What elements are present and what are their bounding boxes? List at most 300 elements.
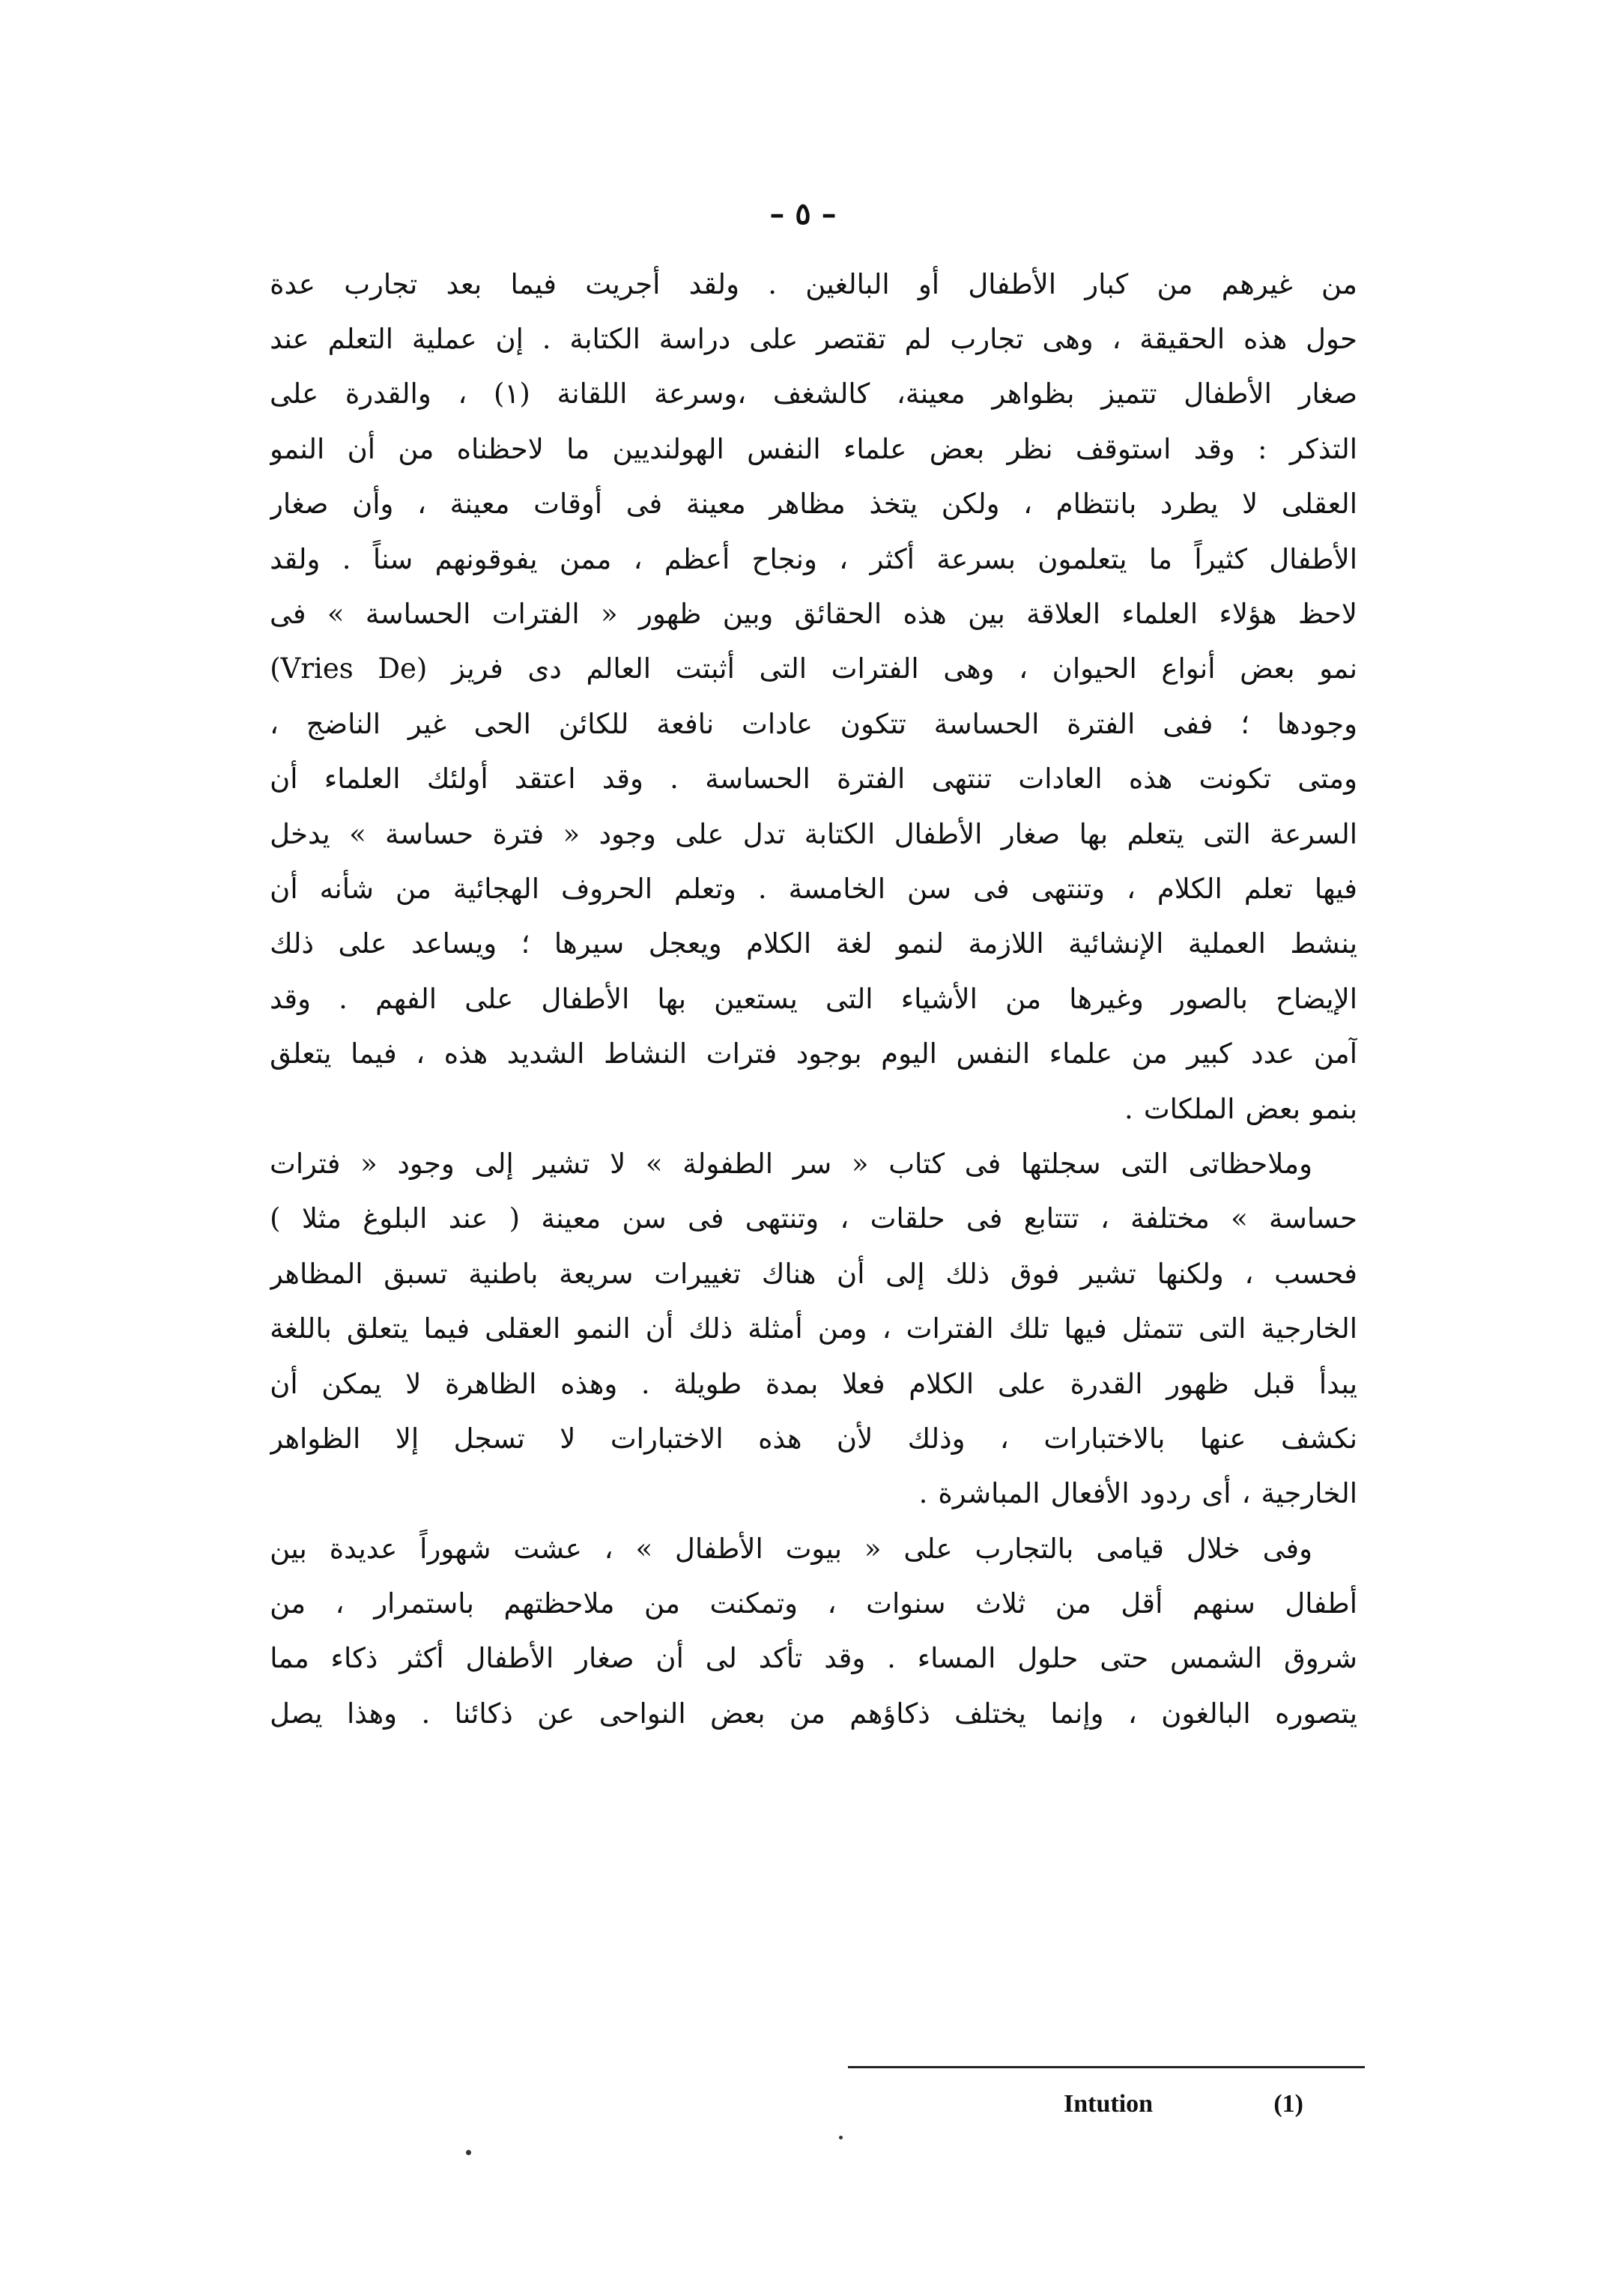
word: وملاحظاتى <box>1188 1147 1312 1180</box>
word: ، <box>417 488 427 521</box>
word: تنتهى <box>931 763 993 796</box>
word: العقلى <box>485 1312 561 1345</box>
word: مثلا <box>301 1202 342 1235</box>
text-line <box>270 752 1357 807</box>
word: أن <box>347 432 376 465</box>
word: حول <box>1306 323 1357 356</box>
footnote <box>1064 2090 1303 2118</box>
word: ومتى <box>1297 763 1357 796</box>
text-line <box>270 312 1357 366</box>
word: ينشط <box>1290 927 1357 960</box>
word: من <box>1055 1587 1091 1620</box>
word: سجلتها <box>1021 1147 1101 1180</box>
word: الفترات <box>906 1312 994 1345</box>
word: ولقد <box>688 267 739 300</box>
word: اعتقد <box>514 763 576 796</box>
word: هذه <box>1243 323 1288 356</box>
word: ذلك <box>688 1312 733 1345</box>
word: الناضج <box>306 707 381 740</box>
word: حلقات <box>870 1202 945 1235</box>
word: العلماء <box>324 763 401 796</box>
word: على <box>675 817 724 850</box>
word: المظاهر <box>270 1257 363 1290</box>
word: الشديد <box>506 1038 585 1070</box>
word: وذلك <box>907 1422 966 1455</box>
word: اللازمة <box>968 927 1044 960</box>
word: عند <box>448 1202 488 1235</box>
word: إلى <box>474 1147 514 1180</box>
word: وفى <box>1262 1532 1312 1565</box>
scan-speck <box>839 2136 843 2139</box>
word: سن <box>906 872 952 905</box>
word: يتعلق <box>346 1312 409 1345</box>
word: بعض <box>1245 1092 1301 1125</box>
word: على <box>464 982 514 1015</box>
word: صغار <box>1001 817 1061 850</box>
word: كبير <box>1187 1038 1232 1070</box>
word: نمو <box>1319 652 1357 685</box>
word: مظاهر <box>769 488 846 521</box>
word: من <box>270 1587 306 1620</box>
word: طويلة <box>673 1367 742 1400</box>
word: لغة <box>835 927 873 960</box>
word: تأكد <box>758 1642 803 1675</box>
word: يستعين <box>714 982 798 1015</box>
word: هؤلاء <box>1219 598 1277 631</box>
word: الكلام <box>746 927 812 960</box>
word: ردود <box>1139 1477 1192 1510</box>
word: الخارجية <box>1261 1477 1357 1510</box>
word: أثبتت <box>675 652 735 685</box>
word: سنهم <box>1192 1587 1255 1620</box>
word: الأفعال <box>1050 1477 1130 1510</box>
word: الأطفال <box>968 267 1057 300</box>
word: الفترة <box>1067 707 1136 740</box>
word: الحيوان <box>1052 652 1137 685</box>
word: الأطفال <box>1184 378 1272 411</box>
word: ثلاث <box>975 1587 1026 1620</box>
word: بعض <box>929 432 985 465</box>
word: سر <box>793 1147 832 1180</box>
text-line <box>270 1632 1357 1686</box>
word: العالم <box>586 652 652 685</box>
word: بالصور <box>1171 982 1248 1015</box>
word: شأنه <box>319 872 374 905</box>
word: العلماء <box>1121 598 1199 631</box>
word: لا <box>405 1367 422 1400</box>
word: أوقات <box>533 488 603 521</box>
word: وتعلم <box>674 872 736 905</box>
word: كتاب <box>888 1147 945 1180</box>
word: من <box>395 872 431 905</box>
word: ، <box>839 542 849 575</box>
word: ، <box>840 1202 849 1235</box>
word: تقتصر <box>816 323 886 356</box>
word: فى <box>964 1147 1002 1180</box>
word: الحساسة <box>933 707 1040 740</box>
word: » <box>1231 1202 1248 1235</box>
text-line <box>270 532 1357 587</box>
word: . <box>670 763 679 796</box>
word: أو <box>918 267 940 300</box>
word: Vries) <box>270 652 354 685</box>
word: صغار <box>270 488 329 521</box>
word: علماء <box>1049 1038 1113 1070</box>
word: نظر <box>1007 432 1053 465</box>
word: ، <box>1244 1257 1254 1290</box>
word: ذكاء <box>330 1642 378 1675</box>
word: فوق <box>1010 1257 1060 1290</box>
word: بعض <box>710 1697 766 1730</box>
word: النشاط <box>603 1038 688 1070</box>
word: عند <box>270 323 309 356</box>
word: عنها <box>1199 1422 1246 1455</box>
word: عدة <box>270 267 315 300</box>
word: هذه <box>903 598 947 631</box>
word: سريعة <box>559 1257 634 1290</box>
word: فريز <box>451 652 503 685</box>
word: بالتجارب <box>975 1532 1074 1565</box>
word: ، <box>1126 872 1136 905</box>
word: والقدرة <box>345 378 431 411</box>
word: الهولنديين <box>612 432 724 465</box>
word: عديدة <box>329 1532 398 1565</box>
word: وهى <box>1042 323 1094 356</box>
word: الهجائية <box>452 872 539 905</box>
word: ذلك <box>945 1257 990 1290</box>
word: التعلم <box>327 323 394 356</box>
word: أن <box>270 763 298 796</box>
word: يطرد <box>1160 488 1219 521</box>
word: أن <box>655 1642 684 1675</box>
word: الحقائق <box>794 598 882 631</box>
word: النفس <box>747 432 821 465</box>
word: وإنما <box>1050 1697 1104 1730</box>
text-line <box>270 1026 1357 1081</box>
word: ، <box>1100 1202 1109 1235</box>
word: البلوغ <box>363 1202 428 1235</box>
word: بين <box>968 598 1005 631</box>
word: استوقف <box>1075 432 1172 465</box>
word: يدخل <box>270 817 330 850</box>
word: ، <box>882 1312 891 1345</box>
word: ، <box>1019 652 1028 685</box>
word: ظهور <box>638 598 702 631</box>
word: الملكات <box>1143 1092 1235 1125</box>
word: ذلك <box>270 927 315 960</box>
text-line <box>270 477 1357 532</box>
word: بالاختبارات <box>1043 1422 1166 1455</box>
word: بظواهر <box>992 378 1075 411</box>
word: من <box>789 1697 825 1730</box>
word: النمو <box>575 1312 631 1345</box>
word: النمو <box>270 432 325 465</box>
word: الخامسة <box>788 872 885 905</box>
word: وغيرها <box>1069 982 1144 1015</box>
body-text <box>270 257 1357 1742</box>
word: وقد <box>270 982 311 1015</box>
word: يتخذ <box>869 488 918 521</box>
word: . <box>1124 1092 1133 1125</box>
word: تجارب <box>950 323 1024 356</box>
word: وتنتهى <box>1031 872 1105 905</box>
word: ) <box>270 1202 281 1235</box>
word: الأطفال <box>465 1642 554 1675</box>
word: الفهم <box>375 982 437 1015</box>
word: كالشغف <box>772 378 870 411</box>
text-line <box>270 697 1357 751</box>
word: ، <box>1241 1477 1251 1510</box>
word: . <box>887 1642 896 1675</box>
word: تسبق <box>384 1257 448 1290</box>
page-number: – ٥ – <box>769 196 837 231</box>
word: . <box>339 982 348 1015</box>
word: غيرهم <box>1221 267 1293 300</box>
word: الحساسة <box>705 763 810 796</box>
text-line <box>270 1411 1357 1466</box>
text-line <box>270 807 1357 861</box>
word: بوجود <box>796 1038 862 1070</box>
word: . <box>768 267 777 300</box>
text-line <box>270 257 1357 312</box>
word: تلك <box>1008 1312 1049 1345</box>
word: الحروف <box>560 872 653 905</box>
word: الأطفال <box>1269 542 1357 575</box>
word: (De <box>378 652 428 685</box>
word: « <box>563 817 581 850</box>
word: لنمو <box>897 927 944 960</box>
word: البالغون <box>1161 1697 1251 1730</box>
word: سن <box>622 1202 667 1235</box>
word: فى <box>973 872 1010 905</box>
word: أكثر <box>870 542 915 575</box>
word: النواحى <box>599 1697 686 1730</box>
word: شهوراً <box>419 1532 491 1565</box>
word: الحقيقة <box>1139 323 1225 356</box>
word: ، <box>270 707 279 740</box>
word: تدل <box>742 817 786 850</box>
word: العلاقة <box>1026 598 1101 631</box>
word: عملية <box>411 323 477 356</box>
word: ففى <box>1163 707 1213 740</box>
word: فيما <box>423 1312 470 1345</box>
word: مختلفة <box>1130 1202 1210 1235</box>
word: وتمكنت <box>709 1587 799 1620</box>
word: . <box>640 1367 650 1400</box>
word: ، <box>335 1587 345 1620</box>
word: أى <box>1202 1477 1231 1510</box>
word: هناك <box>761 1257 816 1290</box>
word: أولئك <box>426 763 488 796</box>
word: معينة، <box>896 378 966 411</box>
word: ما <box>566 432 590 465</box>
text-line <box>270 1136 1357 1191</box>
word: لأن <box>836 1422 873 1455</box>
word: صغار <box>575 1642 634 1675</box>
word: النفس <box>956 1038 1031 1070</box>
text-line <box>270 642 1357 697</box>
word: خلال <box>1186 1532 1240 1565</box>
word: وقد <box>602 763 643 796</box>
word: أطفال <box>1285 1587 1357 1620</box>
word: تغييرات <box>654 1257 742 1290</box>
word: ، <box>604 1532 613 1565</box>
text-line <box>270 917 1357 972</box>
word: دى <box>527 652 562 685</box>
word: . <box>421 1697 431 1730</box>
word: هذه <box>443 1038 488 1070</box>
word: تشير <box>533 1147 590 1180</box>
word: من <box>1005 982 1042 1015</box>
word: الكتابة <box>569 323 640 356</box>
word: القدرة <box>1070 1367 1143 1400</box>
word: فيما <box>351 1038 397 1070</box>
word: الظواهر <box>270 1422 361 1455</box>
word: « <box>601 598 618 631</box>
word: بنمو <box>1311 1092 1357 1125</box>
word: الحى <box>473 707 531 740</box>
word: الكلام <box>1157 872 1222 905</box>
word: سنوات <box>866 1587 946 1620</box>
word: العقلى <box>1281 488 1357 521</box>
word: ( <box>509 1202 521 1235</box>
word: من <box>1321 267 1357 300</box>
word: أعظم <box>664 542 730 575</box>
word: فى <box>270 598 306 631</box>
word: باطنية <box>468 1257 539 1290</box>
word: بعض <box>1240 652 1295 685</box>
word: السرعة <box>1270 817 1357 850</box>
word: ، <box>1127 1697 1137 1730</box>
word: فترات <box>706 1038 778 1070</box>
word: معينة <box>449 488 510 521</box>
text-line <box>270 587 1357 641</box>
word: . <box>757 872 767 905</box>
text-line <box>270 367 1357 422</box>
word: أن <box>645 1312 674 1345</box>
word: إن <box>495 323 524 356</box>
word: « <box>851 1147 869 1180</box>
word: الفترات <box>831 652 919 685</box>
word: أقل <box>1121 1587 1163 1620</box>
word: التى <box>1198 1312 1246 1345</box>
word: الأطفال <box>541 982 630 1015</box>
word: ويساعد <box>411 927 497 960</box>
word: أن <box>270 872 298 905</box>
word: ويعجل <box>648 927 722 960</box>
word: بمدة <box>765 1367 819 1400</box>
word: ذكاؤهم <box>849 1697 930 1730</box>
word: من <box>643 1587 680 1620</box>
word: عن <box>537 1697 575 1730</box>
word: المباشرة <box>938 1477 1040 1510</box>
word: العادات <box>1018 763 1103 796</box>
word: ؛ <box>1240 707 1250 740</box>
word: معينة <box>541 1202 602 1235</box>
word: حتى <box>1100 1642 1149 1675</box>
text-line <box>270 1301 1357 1356</box>
word: قيامى <box>1096 1532 1164 1565</box>
word: أمثلة <box>748 1312 803 1345</box>
word: ذكائنا <box>454 1697 513 1730</box>
word: فيها <box>1064 1312 1107 1345</box>
word: صغار <box>1298 378 1357 411</box>
word: فترة <box>492 817 545 850</box>
word: معينة <box>685 488 746 521</box>
text-line <box>270 972 1357 1026</box>
word: تشير <box>1080 1257 1136 1290</box>
word: الأطفال <box>894 817 983 850</box>
word: فيما <box>510 267 557 300</box>
word: نافعة <box>656 707 715 740</box>
text-line <box>270 1576 1357 1631</box>
footnote-text: Intution <box>1064 2090 1154 2118</box>
word: فيها <box>1314 872 1357 905</box>
word: وهذا <box>346 1697 398 1730</box>
word: اليوم <box>881 1038 937 1070</box>
word: غير <box>407 707 446 740</box>
word: التذكر <box>1289 432 1357 465</box>
word: الأطفال <box>675 1532 763 1565</box>
word: أكثر <box>399 1642 444 1675</box>
word: . <box>918 1477 928 1510</box>
word: ما <box>1148 542 1172 575</box>
word: التى <box>759 652 807 685</box>
word: » <box>349 817 366 850</box>
word: أن <box>837 1257 865 1290</box>
word: إلا <box>395 1422 419 1455</box>
word: يتعلم <box>1127 817 1184 850</box>
word: عدد <box>1251 1038 1295 1070</box>
word: الفترات <box>491 598 580 631</box>
text-line <box>270 1467 1357 1521</box>
word: باللغة <box>270 1312 332 1345</box>
word: آمن <box>1313 1038 1357 1070</box>
word: الحساسة <box>365 598 471 631</box>
word: أن <box>270 1367 298 1400</box>
word: فى <box>966 1202 1003 1235</box>
word: بها <box>657 982 687 1015</box>
word: الإيضاح <box>1276 982 1357 1015</box>
word: الخارجية <box>1261 1312 1357 1345</box>
word: من <box>1157 267 1193 300</box>
word: لا <box>1242 488 1258 521</box>
word: لا <box>610 1147 626 1180</box>
word: ولكنها <box>1157 1257 1224 1290</box>
word: هذه <box>758 1422 802 1455</box>
word: بسرعة <box>936 542 1016 575</box>
word: تسجل <box>453 1422 525 1455</box>
word: سيرها <box>554 927 625 960</box>
word: بانتظام <box>1055 488 1137 521</box>
word: التى <box>1203 817 1251 850</box>
word: الاختبارات <box>610 1422 724 1455</box>
word: على <box>903 1532 953 1565</box>
word: يختلف <box>954 1697 1026 1730</box>
word: . <box>542 323 551 356</box>
word: للكائن <box>558 707 629 740</box>
word: هذه <box>1128 763 1173 796</box>
word: وجود <box>599 817 656 850</box>
word: ، <box>827 1587 837 1620</box>
footnote-number: (1) <box>1273 2090 1303 2118</box>
word: تكونت <box>1199 763 1272 796</box>
word: : <box>1258 432 1267 465</box>
word: وجود <box>397 1147 455 1180</box>
word: الظاهرة <box>444 1367 537 1400</box>
word: على <box>749 323 799 356</box>
word: يفوقونهم <box>434 542 538 575</box>
